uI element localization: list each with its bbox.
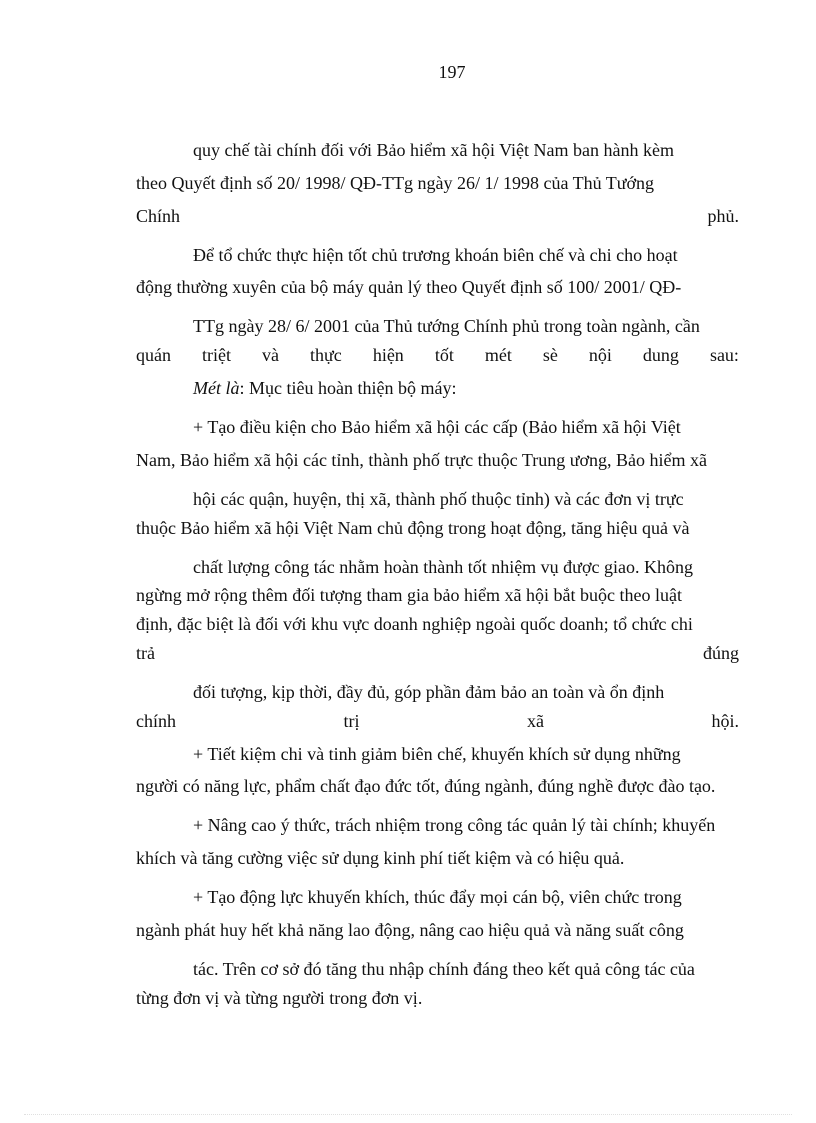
text-line: + Tạo động lực khuyến khích, thúc đẩy mọi cán bộ, viên chức trong — [193, 887, 682, 908]
text-line: trả đúng — [136, 642, 739, 663]
text-line: khích và tăng cường việc sử dụng kinh phí tiết kiệm và có hiệu quả. — [136, 848, 625, 869]
text-line: Mét là : Mục tiêu hoàn thiện bộ máy: — [193, 377, 457, 398]
text-line: hội các quận, huyện, thị xã, thành phố thuộc tỉnh) và các đơn vị trực — [193, 488, 684, 509]
text-line: động thường xuyên của bộ máy quản lý theo Quyết định số 100/ 2001/ QĐ- — [136, 277, 682, 298]
text-line: TTg ngày 28/ 6/ 2001 của Thủ tướng Chính phủ trong toàn ngành, cần — [193, 316, 700, 337]
text-line: theo Quyết định số 20/ 1998/ QĐ-TTg ngày 26/ 1/ 1998 của Thủ Tướng — [136, 172, 655, 193]
page-bottom-rule — [24, 1114, 792, 1115]
text-line: chính trị xã hội. — [136, 710, 739, 731]
italic-lead: Mét là — [193, 377, 240, 398]
text-line: quán triệt và thực hiện tốt mét sè nội dung sau: — [136, 345, 739, 366]
text-line: ngừng mở rộng thêm đối tượng tham gia bảo hiểm xã hội bắt buộc theo luật — [136, 585, 682, 606]
text-line: đối tượng, kịp thời, đầy đủ, góp phần đảm bảo an toàn và ổn định — [193, 681, 665, 702]
text-line: Để tổ chức thực hiện tốt chủ trương khoán biên chế và chi cho hoạt — [193, 244, 678, 265]
text-line: ngành phát huy hết khả năng lao động, nâng cao hiệu quả và năng suất công — [136, 919, 684, 940]
document-body — [136, 138, 739, 1019]
text-line: quy chế tài chính đối với Bảo hiểm xã hội Việt Nam ban hành kèm — [193, 140, 674, 160]
text-line: tác. Trên cơ sở đó tăng thu nhập chính đáng theo kết quả công tác của — [193, 958, 695, 979]
text-line: chất lượng công tác nhằm hoàn thành tốt nhiệm vụ được giao. Không — [193, 556, 693, 577]
text-line: + Nâng cao ý thức, trách nhiệm trong công tác quản lý tài chính; khuyến — [193, 815, 716, 836]
text-line: định, đặc biệt là đối với khu vực doanh nghiệp ngoài quốc doanh; tổ chức chi — [136, 614, 693, 635]
page-number: 197 — [438, 62, 466, 82]
text-line: Nam, Bảo hiểm xã hội các tỉnh, thành phố trực thuộc Trung ương, Bảo hiểm xã — [136, 449, 707, 470]
text-line: thuộc Bảo hiểm xã hội Việt Nam chủ động trong hoạt động, tăng hiệu quả và — [136, 517, 690, 538]
text-line: từng đơn vị và từng người trong đơn vị. — [136, 987, 423, 1008]
text-line: + Tạo điều kiện cho Bảo hiểm xã hội các cấp (Bảo hiểm xã hội Việt — [193, 416, 681, 437]
text-line: người có năng lực, phẩm chất đạo đức tốt, đúng ngành, đúng nghề được đào tạo. — [136, 776, 716, 797]
text-line: Chính phủ. — [136, 205, 739, 226]
text-line: + Tiết kiệm chi và tinh giảm biên chế, khuyến khích sử dụng những — [193, 743, 681, 764]
